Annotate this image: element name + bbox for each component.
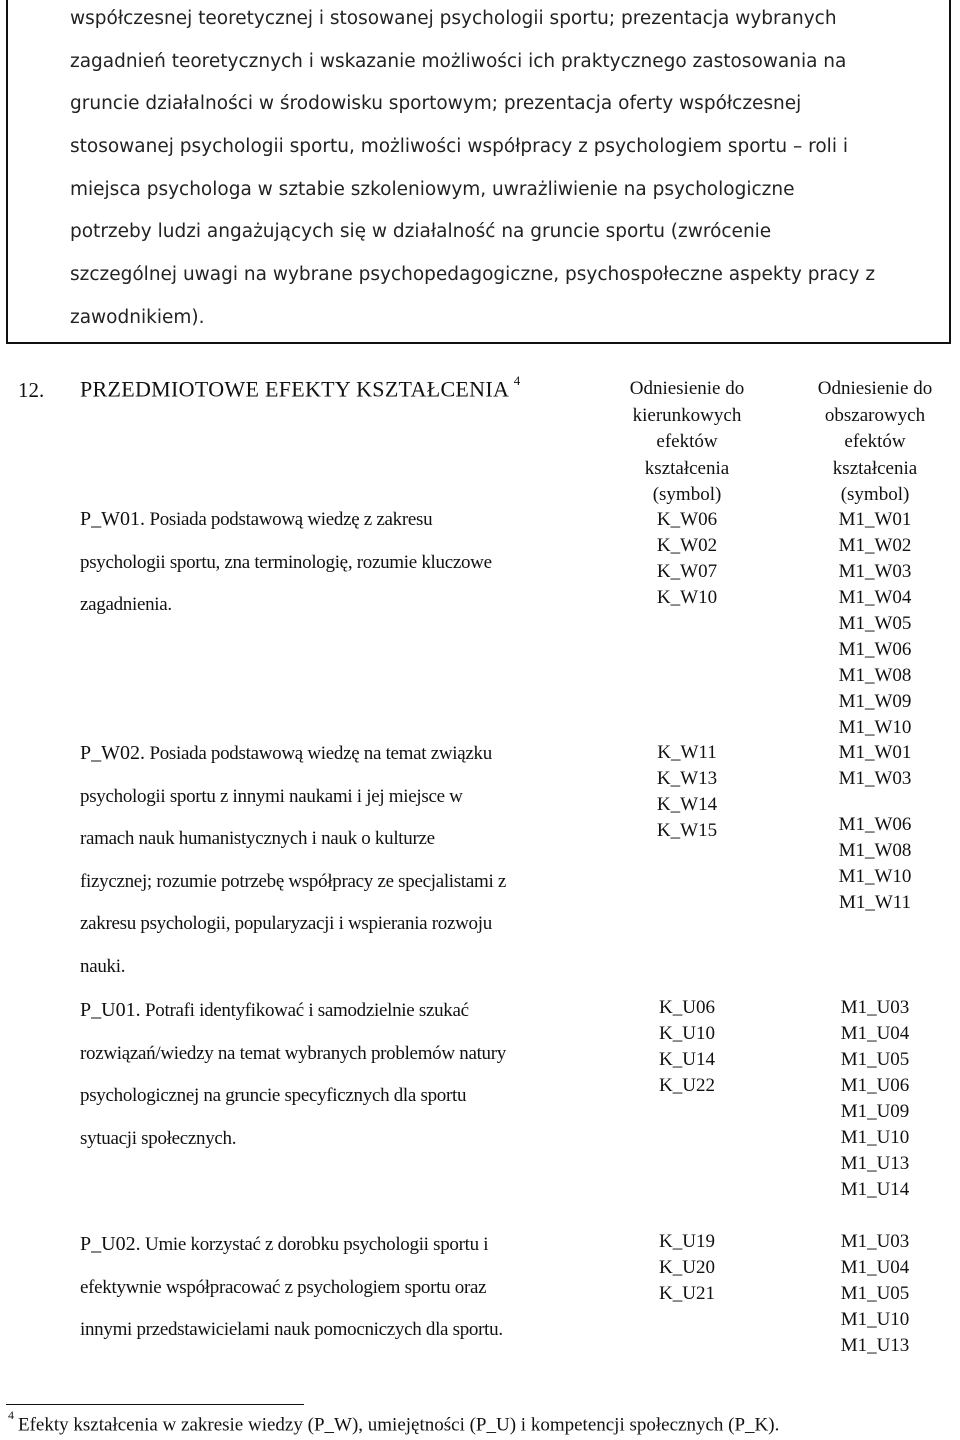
section-title (80, 373, 521, 402)
symbol: K_W14 (656, 794, 718, 815)
effect-line: innymi przedstawicielami nauk pomocniczych dla sportu. (80, 1319, 503, 1340)
symbol: M1_W03 (838, 768, 912, 789)
col-obszarowe-header (780, 376, 960, 509)
effect-line: psychologii sportu, zna terminologię, rozumie kluczowe (80, 551, 492, 573)
footnote (8, 1408, 780, 1436)
content-line: zagadnień teoretycznych i wskazanie możliwości ich praktycznego zastosowania na (70, 51, 847, 72)
symbol: M1_W02 (838, 535, 912, 556)
effect-line: sytuacji społecznych. (80, 1127, 237, 1149)
col-kierunkowe-header (592, 376, 782, 509)
symbol: K_W02 (656, 535, 718, 556)
effect-line: ramach nauk humanistycznych i nauk o kulturze (80, 828, 435, 849)
symbol: M1_U05 (840, 1283, 910, 1304)
symbol: K_U14 (659, 1049, 715, 1070)
symbol: K_U21 (659, 1283, 715, 1304)
content-line: stosowanej psychologii sportu, możliwości współpracy z psychologiem sportu – roli i (70, 136, 848, 157)
footnote-separator (6, 1404, 304, 1405)
symbol: M1_U04 (840, 1257, 910, 1278)
symbol: M1_U05 (840, 1049, 910, 1070)
obszarowe-list (780, 995, 960, 1203)
symbol: M1_W05 (838, 613, 912, 634)
symbol: M1_U13 (840, 1153, 910, 1174)
symbol (780, 792, 960, 812)
symbol: M1_W06 (838, 814, 912, 835)
effect-line (80, 1223, 600, 1267)
header-line: kształcenia (644, 457, 730, 479)
header-line: (symbol) (840, 484, 910, 505)
effect-p-u01 (80, 989, 600, 1160)
effect-line (80, 989, 600, 1033)
symbol: K_U06 (659, 997, 715, 1018)
symbol: M1_U03 (840, 1231, 910, 1252)
symbol: M1_U14 (840, 1179, 910, 1200)
obszarowe-list (780, 1229, 960, 1359)
symbol: M1_W09 (838, 691, 912, 712)
symbol: M1_W03 (838, 561, 912, 582)
effect-line: rozwiązań/wiedzy na temat wybranych problemów natury (80, 1042, 506, 1064)
kierunkowe-list (592, 507, 782, 611)
symbol: K_W13 (656, 768, 718, 789)
header-line: kierunkowych (632, 404, 742, 426)
effect-line (80, 732, 600, 776)
effect-line (80, 498, 600, 542)
symbol: M1_W04 (838, 587, 912, 608)
symbol: K_U20 (659, 1257, 715, 1278)
symbol: K_U19 (659, 1231, 715, 1252)
section-number: 12. (18, 378, 45, 402)
effect-p-w02 (80, 732, 600, 988)
effect-code: P_U02. (80, 1233, 141, 1255)
symbol: M1_U03 (840, 997, 910, 1018)
header-line: Odniesienie do (817, 378, 933, 399)
effect-text: Posiada podstawową wiedzę z zakresu (145, 509, 433, 530)
effect-text: Potrafi identyfikować i samodzielnie szukać (140, 1000, 469, 1021)
symbol: K_U10 (659, 1023, 715, 1044)
effect-line: zagadnienia. (80, 594, 172, 615)
effect-line: efektywnie współpracować z psychologiem sportu oraz (80, 1276, 487, 1298)
header-line: efektów (844, 431, 906, 452)
symbol: M1_U04 (840, 1023, 910, 1044)
symbol: M1_W01 (838, 509, 912, 530)
content-line: potrzeby ludzi angażujących się w działalność na gruncie sportu (zwrócenie (70, 221, 772, 242)
obszarowe-list (780, 740, 960, 916)
effect-line: zakresu psychologii, popularyzacji i wspierania rozwoju (80, 913, 492, 934)
effect-line: psychologii sportu z innymi naukami i jej miejsce w (80, 785, 463, 807)
symbol: M1_W08 (838, 840, 912, 861)
content-line: szczególnej uwagi na wybrane psychopedagogiczne, psychospołeczne aspekty pracy z (70, 264, 876, 285)
symbol: M1_U10 (840, 1309, 910, 1330)
effect-line: psychologicznej na gruncie specyficznych dla sportu (80, 1085, 467, 1106)
effect-code: P_W02. (80, 742, 145, 764)
header-line: obszarowych (824, 404, 926, 426)
symbol: M1_W10 (838, 717, 912, 738)
symbol: K_W11 (657, 742, 717, 763)
effect-text: Posiada podstawową wiedzę na temat związku (145, 743, 492, 764)
header-line: kształcenia (832, 457, 918, 479)
kierunkowe-list (592, 1229, 782, 1307)
symbol: M1_U09 (840, 1101, 910, 1122)
content-line: miejsca psychologa w sztabie szkoleniowym, uwrażliwienie na psychologiczne (70, 179, 795, 200)
header-line: (symbol) (652, 484, 722, 505)
footnote-mark: 4 (8, 1408, 14, 1422)
symbol: M1_U13 (840, 1335, 910, 1356)
kierunkowe-list (592, 995, 782, 1099)
symbol: K_W07 (656, 561, 718, 582)
section-title-text: PRZEDMIOTOWE EFEKTY KSZTAŁCENIA (80, 376, 508, 402)
effect-line: nauki. (80, 955, 126, 977)
symbol: K_W06 (656, 509, 718, 530)
content-line: gruncie działalności w środowisku sportowym; prezentacja oferty współczesnej (70, 93, 802, 114)
footnote-ref: 4 (513, 373, 521, 388)
effect-p-u02 (80, 1223, 600, 1352)
header-line: efektów (656, 431, 718, 452)
symbol: M1_W10 (838, 866, 912, 887)
effect-text: Umie korzystać z dorobku psychologii sportu i (140, 1234, 489, 1255)
symbol: M1_W01 (838, 742, 912, 763)
footnote-text: Efekty kształcenia w zakresie wiedzy (P_W), umiejętności (P_U) i kompetencji społecznych (P_K). (18, 1414, 780, 1436)
kierunkowe-list (592, 740, 782, 844)
symbol: K_W10 (656, 587, 718, 608)
symbol: M1_W06 (838, 639, 912, 660)
symbol: K_W15 (656, 820, 718, 841)
symbol: K_U22 (659, 1075, 715, 1096)
effect-line: fizycznej; rozumie potrzebę współpracy ze specjalistami z (80, 870, 507, 892)
obszarowe-list (780, 507, 960, 741)
symbol: M1_U10 (840, 1127, 910, 1148)
header-line: Odniesienie do (629, 378, 745, 399)
effect-code: P_W01. (80, 508, 145, 530)
symbol: M1_W08 (838, 665, 912, 686)
symbol: M1_U06 (840, 1075, 910, 1096)
content-line: współczesnej teoretycznej i stosowanej psychologii sportu; prezentacja wybranych (70, 8, 837, 29)
content-line: zawodnikiem). (70, 307, 205, 328)
effect-code: P_U01. (80, 999, 141, 1021)
symbol: M1_W11 (838, 892, 912, 913)
effect-p-w01 (80, 498, 600, 627)
